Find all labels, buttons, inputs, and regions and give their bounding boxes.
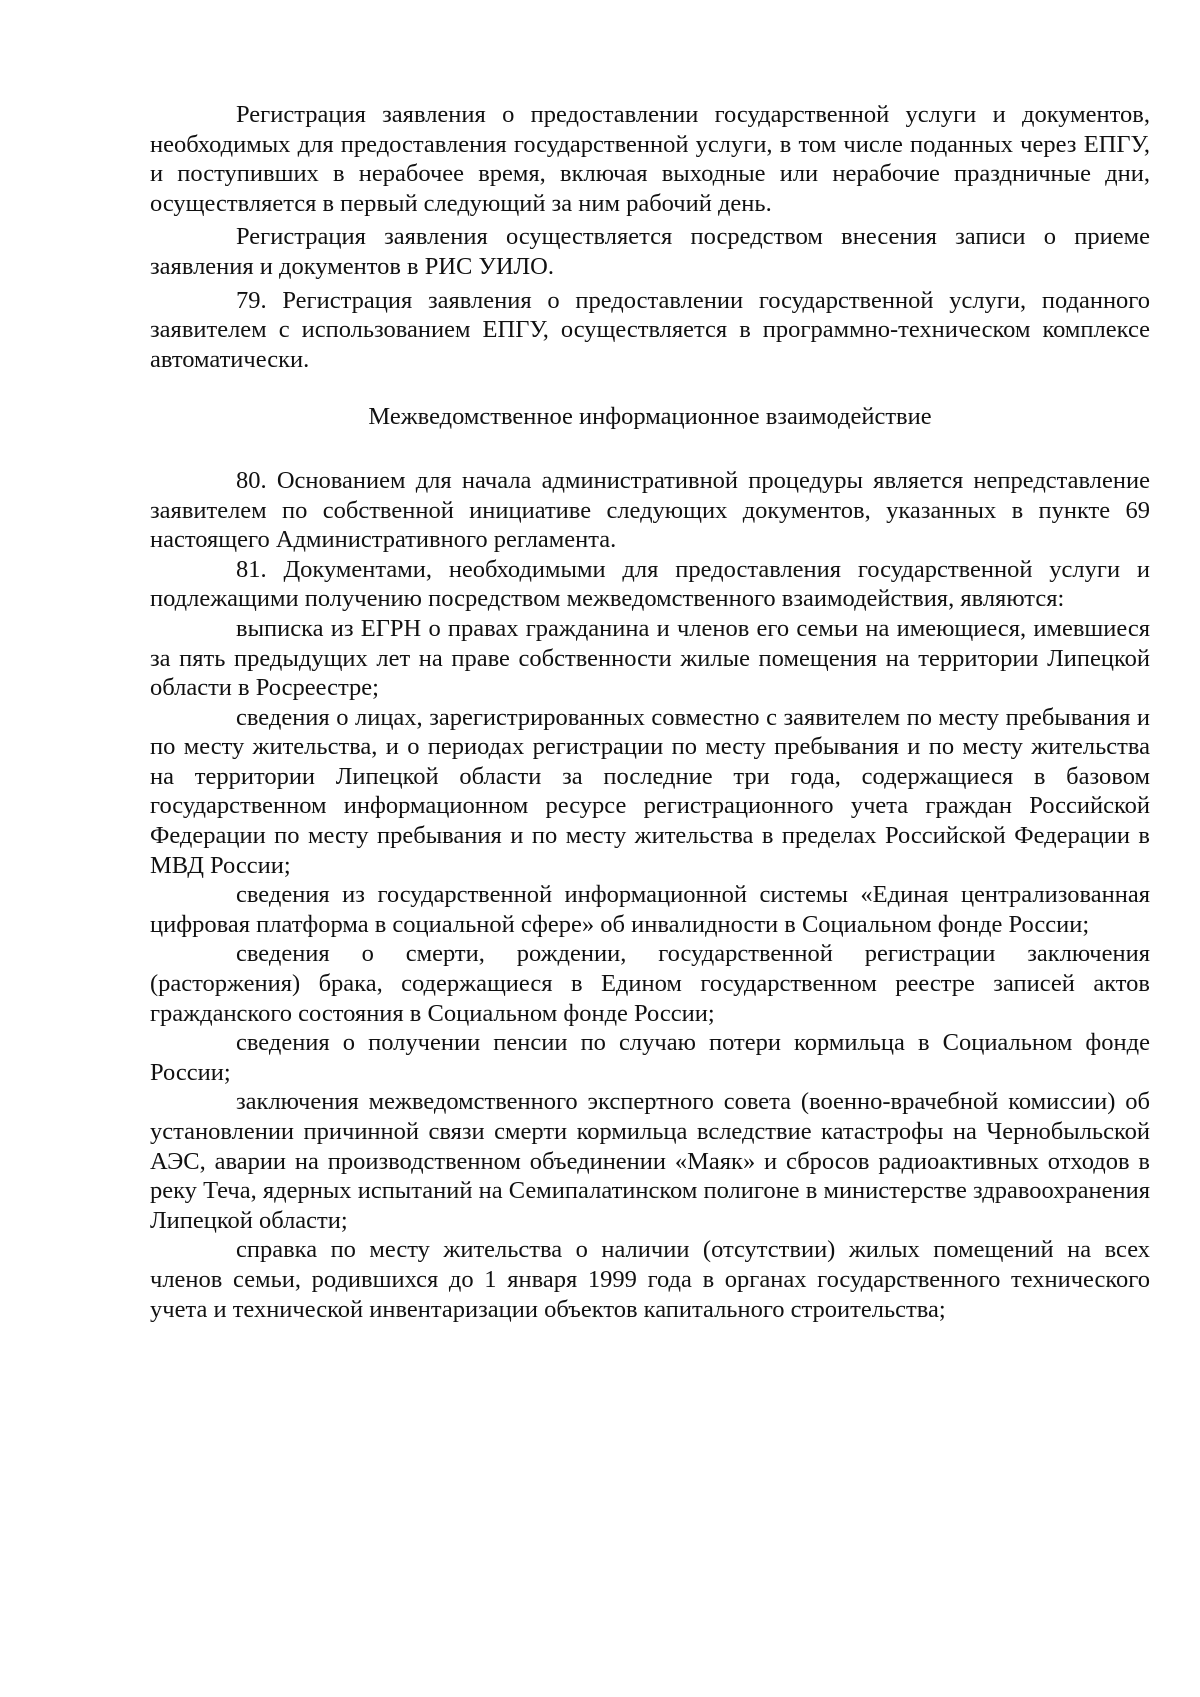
paragraph-79: 79. Регистрация заявления о предоставлении государственной услуги, поданного заявителем с использованием ЕПГУ, осуществляется в программно-техническом комплексе автоматически. [150, 286, 1150, 373]
paragraph-80: 80. Основанием для начала административной процедуры является непредставление заявителем по собственной инициативе следующих документов, указанных в пункте 69 настоящего Административного регламента. [150, 466, 1150, 554]
paragraph-registration-record: Регистрация заявления осуществляется посредством внесения записи о приеме заявления и документов в РИС УИЛО. [150, 223, 1150, 280]
paragraph-registration-timing: Регистрация заявления о предоставлении государственной услуги и документов, необходимых для предоставления государственной услуги, в том числе поданных через ЕПГУ, и поступивших в нерабочее время, включая выходные или нерабочие праздничные дни, осуществляется в первый следующий за ним рабочий день. [150, 101, 1150, 217]
list-item-civil-status-info: сведения о смерти, рождении, государственной регистрации заключения (расторжения) брака, содержащиеся в Едином государственном реестре записей актов гражданского состояния в Социальном фонде России; [150, 940, 1150, 1027]
list-item-registration-info: сведения о лицах, зарегистрированных совместно с заявителем по месту пребывания и по месту жительства, и о периодах регистрации по месту пребывания и по месту жительства на территории Липецкой области за последние три года, содержащиеся в базовом государственном информационном ресурсе регистрационного учета граждан Российской Федерации по месту пребывания и по месту жительства в пределах Российской Федерации в МВД России; [150, 703, 1150, 879]
list-item-egrn-extract: выписка из ЕГРН о правах гражданина и членов его семьи на имеющиеся, имевшиеся за пять предыдущих лет на праве собственности жилые помещения на территории Липецкой области в Росреестре; [150, 614, 1150, 702]
section-heading: Межведомственное информационное взаимодействие [368, 403, 932, 431]
document-body [150, 100, 1150, 1324]
list-item-disability-info: сведения из государственной информационной системы «Единая централизованная цифровая платформа в социальной сфере» об инвалидности в Социальном фонде России; [150, 881, 1150, 938]
list-item-pension-info: сведения о получении пенсии по случаю потери кормильца в Социальном фонде России; [150, 1029, 1150, 1086]
list-item-housing-certificate: справка по месту жительства о наличии (отсутствии) жилых помещений на всех членов семьи, родившихся до 1 января 1999 года в органах государственного технического учета и технической инвентаризации объектов капитального строительства; [150, 1236, 1150, 1323]
list-item-expert-council: заключения межведомственного экспертного совета (военно-врачебной комиссии) об установлении причинной связи смерти кормильца вследствие катастрофы на Чернобыльской АЭС, аварии на производственном объединении «Маяк» и сбросов радиоактивных отходов в реку Теча, ядерных испытаний на Семипалатинском полигоне в министерстве здравоохранения Липецкой области; [150, 1088, 1150, 1234]
paragraph-81: 81. Документами, необходимыми для предоставления государственной услуги и подлежащими получению посредством межведомственного взаимодействия, являются: [150, 555, 1150, 613]
